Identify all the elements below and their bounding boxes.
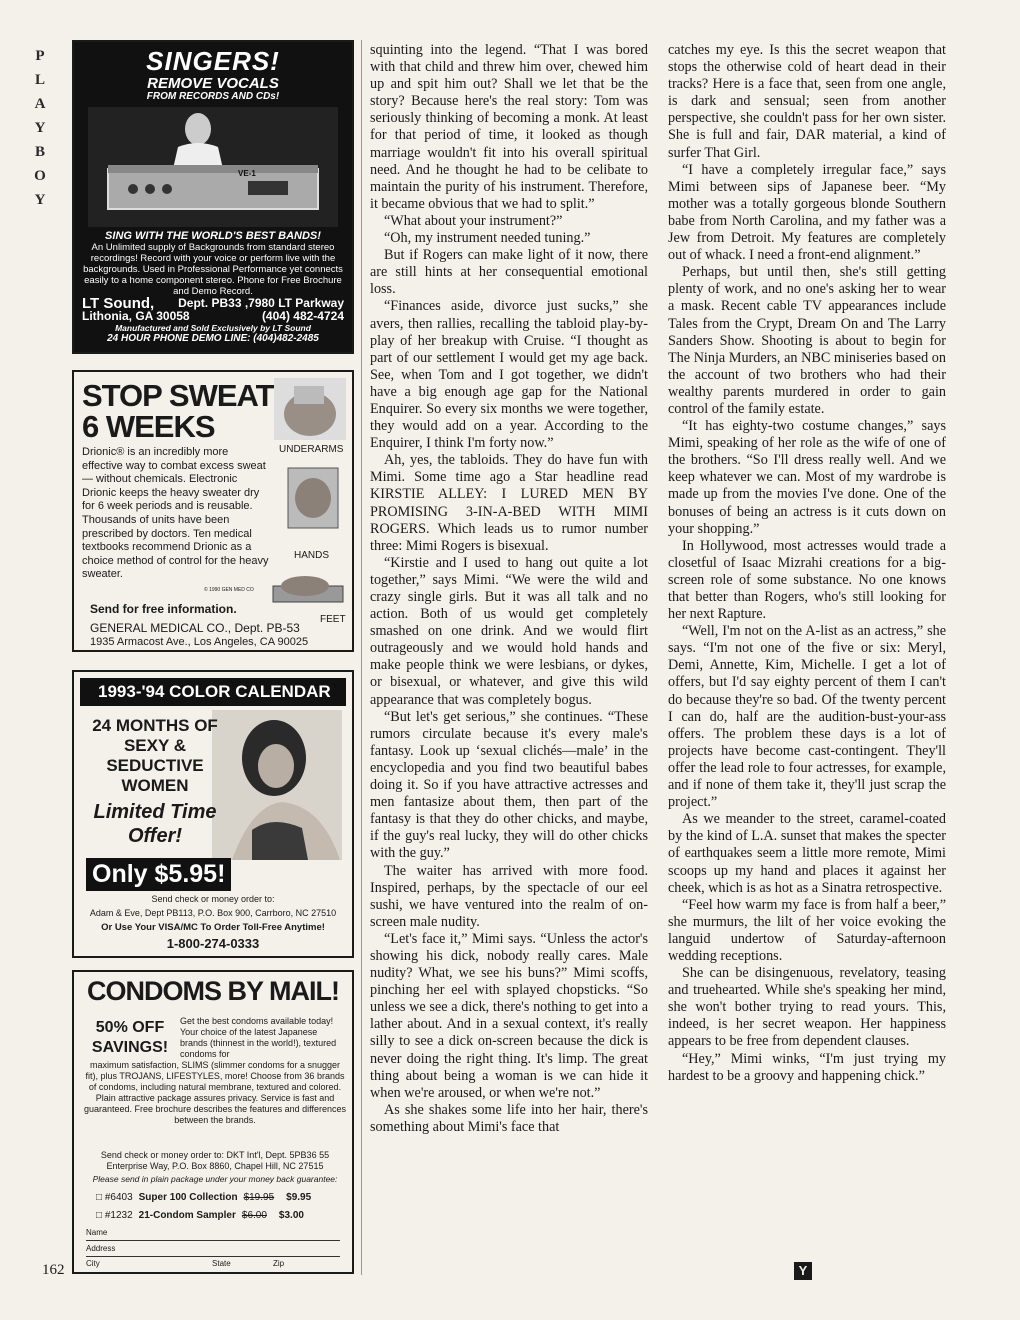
singers-ad-tagline: SING WITH THE WORLD'S BEST BANDS!	[105, 230, 321, 242]
masthead-letter: A	[34, 96, 48, 112]
condoms-item-1	[96, 1192, 317, 1203]
condoms-body: maximum satisfaction, SLIMS (slimmer condoms for a snugger fit), plus TROJANS, LIFESTYLES, more! Choose from 36 brands of condoms, including natural membrane, textured and colored. Plain attractive package assures privacy. Service is fast and guaranteed. Free brochure describes the features and differences between the brands.	[84, 1060, 346, 1125]
item-new-price: $3.00	[278, 1210, 304, 1221]
condoms-savings: 50% OFF SAVINGS!	[91, 1019, 169, 1056]
stop-sweat-send: Send for free information.	[90, 602, 237, 616]
article-column-2	[668, 42, 946, 1085]
singers-ad-subtitle: REMOVE VOCALS	[147, 75, 279, 92]
item-new-price: $9.95	[286, 1192, 312, 1203]
stop-sweat-copyright: © 1990 GEN MED CO	[204, 587, 254, 593]
stop-sweat-title-line-2: 6 WEEKS	[82, 409, 215, 444]
masthead-letter: Y	[34, 192, 48, 208]
condoms-title: CONDOMS BY MAIL!	[87, 976, 339, 1006]
stop-sweat-ad	[72, 370, 354, 652]
calendar-model-photo	[212, 710, 342, 860]
article-paragraph: Perhaps, but until then, she's still getting plenty of work, and no one's asking her to wear a mask. Recent cable TV appearances include Tales from the Crypt, Dream On and The Larry Sanders Show. Shooting is about to begin for The Ninja Murders, an NBC miniseries based on the account of two brothers who had their wealthy parents murdered in order to gain control of the family estate.	[668, 264, 946, 417]
calendar-send: Send check or money order to:	[151, 894, 275, 904]
label-hands: HANDS	[294, 550, 330, 561]
article-paragraph: “It has eighty-two costume changes,” says Mimi, speaking of her role as the wife of one of the brothers. “So I'll dress really well. And we keep whatever we can. Most of my wardrobe is made up from the movies I've done. One of the bonuses of being an actress is it cuts down on your shopping.”	[668, 418, 946, 537]
article-paragraph: “Well, I'm not on the A-list as an actress,” she says. “I'm not one of the five or six: Meryl, Demi, Annette, Kim, Michelle. I get a lot of offers, but I'd say eighty percent of them I can't do because they're so bad. Of the twenty percent I can do, half are the audition-bust-your-ass offers. The problem these days is a lot of projects have become cast-contingent. They'll offer the lead role to four actresses, for example, and if none of them take it, they'll just scrap the project.”	[668, 623, 946, 811]
lt-sound-demo-line: 24 HOUR PHONE DEMO LINE: (404)482-2485	[107, 333, 319, 344]
calendar-cards: Or Use Your VISA/MC To Order Toll-Free Anytime!	[101, 922, 325, 933]
device-label: VE-1	[238, 169, 256, 178]
article-paragraph: “Oh, my instrument needed tuning.”	[384, 230, 591, 247]
lt-sound-phone: (404) 482-4724	[261, 309, 344, 323]
condoms-order-address: Send check or money order to: DKT Int'l, Dept. 5PB36 55 Enterprise Way, P.O. Box 8860, Chapel Hill, NC 27515	[100, 1150, 330, 1171]
item-name: 21-Condom Sampler	[138, 1210, 236, 1221]
article-paragraph: As she shakes some life into her hair, there's something about Mimi's face that	[370, 1101, 648, 1135]
calendar-phone: 1-800-274-0333	[166, 936, 260, 951]
condoms-field-city-row	[86, 1259, 340, 1271]
calendar-line-1: 24 MONTHS OF SEXY & SEDUCTIVE WOMEN	[92, 716, 218, 795]
article-paragraph: catches my eye. Is this the secret weapon that stops the otherwise cold of heart dead in their tracks? Here is a face that, seen from one angle, is dark and sensual; seen from another perspective, she couldn't pass for her own sister. She is full and fair, DAR material, a kind of surfer That Girl.	[668, 42, 946, 161]
lt-sound-city: Lithonia, GA 30058	[82, 309, 190, 323]
article-paragraph: She can be disingenuous, revelatory, teasing and truehearted. While she's speaking her mind, she won't bother trying to read yours. This, indeed, is her secret weapon. Her happiness appears to be free from dependent clauses.	[668, 965, 946, 1050]
condoms-ad	[72, 970, 354, 1274]
condoms-top-text: Get the best condoms available today! Your choice of the latest Japanese brands (thinnest in the world!), textured condoms for	[180, 1016, 337, 1059]
masthead-letter: L	[34, 72, 47, 88]
calendar-header: 1993-'94 COLOR CALENDAR	[80, 678, 346, 706]
item-code: □ #6403	[96, 1192, 133, 1203]
calendar-ad	[72, 670, 354, 958]
masthead-letter: O	[34, 168, 48, 184]
stop-sweat-address: 1935 Armacost Ave., Los Angeles, CA 90025	[90, 636, 309, 648]
article-paragraph: “What about your instrument?”	[384, 212, 563, 229]
article-paragraph: The waiter has arrived with more food. Inspired, perhaps, by the spectacle of our eel sushi, we have ventured into the realm of on-screen male nudity.	[370, 862, 648, 930]
condoms-field-zip: Zip	[272, 1259, 285, 1268]
article-paragraph: squinting into the legend. “That I was bored with that child and threw him over, chewed him up and spit him out? Shall we let that be the story? Because here's the real story: Tom was seriously thinking of becoming a monk. At least for that period of time, it looked as though marriage wouldn't fit into his overall spiritual need. And he thought he had to be celibate to maintain the purity of his instrument. Therefore, it became obvious that we had to split.”	[370, 42, 648, 212]
singers-ad-body: An Unlimited supply of Backgrounds from standard stereo recordings! Record with your voice or perform live with the backgrounds. Used in Professional Performance yet connects easily to a home component stereo. Phone for Free Brochure and Demo Record.	[83, 242, 343, 297]
end-mark-icon: Y	[794, 1262, 812, 1280]
lt-sound-dept: Dept. PB33 ,7980 LT Parkway	[178, 296, 344, 310]
calendar-address: Adam & Eve, Dept PB113, P.O. Box 900, Carrboro, NC 27510	[89, 908, 337, 918]
article-paragraph: In Hollywood, most actresses would trade a closetful of Isaac Mizrahi creations for a big-screen role of some substance. No one knows that better than Rogers, who's still looking for her next Rapture.	[668, 537, 946, 623]
stop-sweat-body: Drionic® is an incredibly more effective way to combat excess sweat — without chemicals. Electronic Drionic keeps the heavy sweater dry for 6 week periods and is reusable. Thousands of units have been prescribed by doctors. Ten medical textbooks recommend Drionic as a choice method of control for the heavy sweater.	[82, 446, 269, 581]
article-paragraph: “Hey,” Mimi winks, “I'm just trying my hardest to be a groovy and happening chick.”	[668, 1050, 946, 1084]
stop-sweat-title-line-1: STOP SWEAT	[82, 378, 274, 413]
item-name: Super 100 Collection	[138, 1192, 238, 1203]
condoms-field-address: Address	[86, 1244, 340, 1257]
item-old-price: $6.00	[241, 1210, 267, 1221]
singers-ad-subtitle-2: FROM RECORDS AND CDs!	[146, 91, 280, 102]
label-underarms: UNDERARMS	[279, 444, 344, 455]
article-paragraph: “Let's face it,” Mimi says. “Unless the actor's showing his dick, nobody really cares. Male nudity? What, we see his buns?” Mimi scoffs, pinching her eel with splayed chopsticks. “So unless we see a dick, there's nothing to get into a lather about. And in a sexual context, it's really silly to see a dick on-screen because the dick is never doing the right thing. It's limp. The great thing about being a woman is we can hide it when we're aroused, or when we're not.”	[370, 930, 648, 1101]
singer-with-device-illustration	[88, 107, 338, 227]
masthead-letter: B	[34, 144, 47, 160]
page-number: 162	[42, 1262, 65, 1278]
article-paragraph: “I have a completely irregular face,” says Mimi between sips of Japanese beer. “My mother was a totally gorgeous blonde Southern babe from North Carolina, and my father was a Jew from Detroit. My features are completely out of whack. I need a front-end alignment.”	[668, 161, 946, 264]
label-feet: FEET	[320, 614, 346, 625]
column-divider	[361, 40, 362, 1275]
calendar-price: Only $5.95!	[86, 858, 231, 891]
underarm-photo	[274, 378, 346, 440]
article-paragraph: “Feel how warm my face is from half a beer,” she murmurs, the lilt of her voice evoking the languid undertow of Saturday-afternoon wedding receptions.	[668, 896, 946, 964]
singers-ad	[72, 40, 354, 354]
article-paragraph: As we meander to the street, caramel-coated by the kind of L.A. sunset that makes the specter of earthquakes seem a little more remote, Mimi scoops up my hand and places it against her cheek, which is as hot as a Sinatra retrospective.	[668, 811, 946, 896]
condoms-field-name: Name	[86, 1228, 340, 1241]
article-paragraph: But if Rogers can make light of it now, there are still hints at her consequential emotional loss.	[370, 247, 648, 298]
condoms-field-state: State	[212, 1259, 231, 1268]
article-paragraph: “Finances aside, divorce just sucks,” she avers, then rallies, recalling the tabloid play-by-play of her breakup with Cruise. “I thought as part of our settlement I would get my age back. See, when Tom and I got together, we didn't have a big enough age gap for the National Enquirer. So every six months we were together, they would add on a year. According to the Enquirer, I think I'm forty now.”	[370, 298, 648, 452]
item-code: □ #1232	[96, 1210, 133, 1221]
calendar-line-2: Limited Time Offer!	[93, 801, 217, 847]
article-paragraph: “Kirstie and I used to hang out quite a lot together,” says Mimi. “We were the wild and crazy single girls. But it was all talk and no action. Both of us would get completely smashed on one drink. And we would flirt outrageously and we would hold hands and make people think we were lesbians, or dykes, or bisexual, or whatever, and give this wild appearance that was completely bogus.	[370, 554, 648, 708]
article-column-1	[370, 42, 648, 1136]
hands-device-photo	[278, 460, 348, 546]
article-paragraph: Ah, yes, the tabloids. They do have fun with Mimi. Some time ago a Star headline read KIRSTIE ALLEY: I LURED MEN BY PROMISING 3-IN-A-BED WITH MIMI ROGERS. Which leads us to rumor number three: Mimi Rogers is bisexual.	[370, 452, 648, 554]
stop-sweat-company: GENERAL MEDICAL CO., Dept. PB-53	[90, 621, 300, 635]
singers-ad-title: SINGERS!	[146, 46, 280, 76]
lt-sound-manufactured: Manufactured and Sold Exclusively by LT Sound	[115, 323, 311, 333]
lt-sound-company: LT Sound,	[82, 295, 155, 312]
singer-photo	[88, 107, 338, 227]
masthead-letter: Y	[34, 120, 48, 136]
condoms-field-city: City	[86, 1259, 100, 1268]
condoms-note: Please send in plain package under your money back guarantee:	[92, 1174, 338, 1184]
magazine-masthead	[30, 44, 52, 212]
feet-device-photo	[269, 566, 349, 614]
article-paragraph: “But let's get serious,” she continues. “These rumors circulate because it's every male's fantasy. Look up ‘sexual clichés—male’ in the encyclopedia and you find two beautiful babes doing it. So if you have attractive actresses and men fantasize about them, then part of the fantasy is that they do other chicks, and maybe, if the guy's real lucky, they will do other chicks with the guy.”	[370, 708, 648, 862]
condoms-item-2	[96, 1210, 310, 1221]
item-old-price: $19.95	[243, 1192, 275, 1203]
masthead-letter: P	[35, 48, 47, 64]
